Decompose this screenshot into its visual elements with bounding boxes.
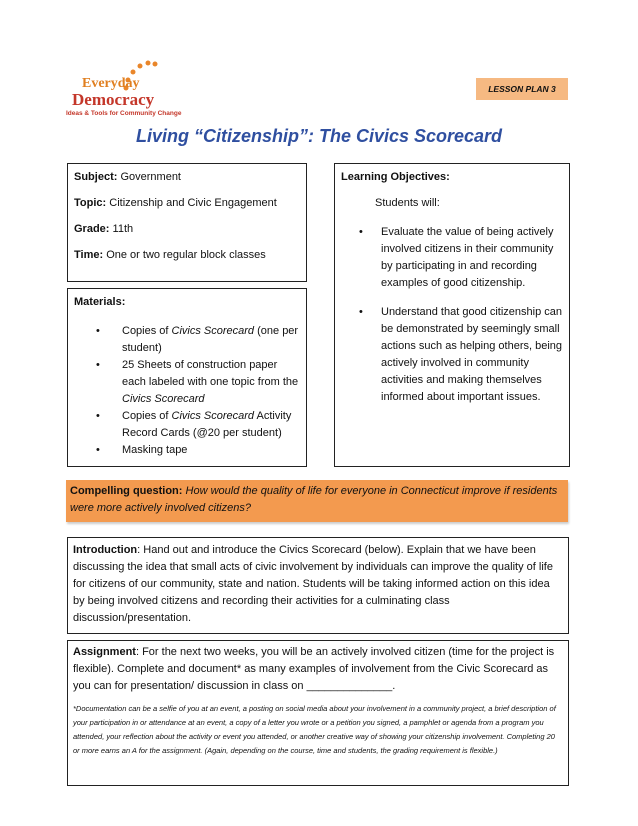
introduction-box: Introduction: Hand out and introduce the Civics Scorecard (below). Explain that we have been discussing the idea that small acts of civic involvement by individuals can improve the quality of life for citizens of our community, state and nation. Students will be taking informed action on this idea by being involved citizens and recording their activities for a culminating class discussion/presentation. [67,537,569,634]
page-title: Living “Citizenship”: The Civics Scorecard [135,126,503,146]
grade-line: Grade: 11th [74,223,134,235]
materials-box [67,288,307,467]
topic-line: Topic: Citizenship and Civic Engagement [74,197,277,209]
everyday-democracy-logo [62,58,182,124]
assignment-box [67,640,569,786]
assignment-footnote: *Documentation can be a selfie of you at an event, a posting on social media about your involvement in a community project, a brief description of your participation in or attendance at an event, a copy of a letter you wrote or a petition you signed, a pamphlet or agenda from a program you attended, your reflection about the activity or event you attended, or another creative way of showing your citizenship involvement. Completing 20 or more earns an A for the assignment. (Again, depending on the course, time and students, the grading requirement is flexible.) [73,704,556,755]
lesson-plan-badge: LESSON PLAN 3 [476,78,568,100]
list-item: • 25 Sheets of construction paper each labeled with one topic from the Civics Scorecard [122,357,300,408]
logo-line1: Everyday [82,76,140,91]
subject-box [67,163,307,282]
list-item: • Understand that good citizenship can be demonstrated by seemingly small actions such as helping others, being actively involved in community activities and making themselves informed about important issues. [381,304,563,406]
compelling-question: Compelling question: How would the quality of life for everyone in Connecticut improve if residents were more actively involved citizens? [66,480,568,522]
list-item: • Evaluate the value of being actively involved citizens in their community by participating in and recording examples of good citizenship. [381,224,563,292]
materials-list [74,323,300,459]
time-line: Time: One or two regular block classes [74,249,266,261]
list-item: • Masking tape [122,442,300,459]
logo-tagline: Ideas & Tools for Community Change [66,110,182,117]
logo-line2: Democracy [72,90,155,109]
objectives-list [341,224,563,406]
list-item: • Copies of Civics Scorecard (one per student) [122,323,300,357]
subject-line: Subject: Government [74,171,181,183]
objectives-box [334,163,570,467]
materials-heading: Materials: [74,296,126,308]
assignment-text: Assignment: For the next two weeks, you will be an actively involved citizen (time for the project is flexible). Complete and document* as many examples of involvement from the Civic Scorecard as you can for presentation/ discussion in class on ______________. [73,646,555,692]
objectives-heading: Learning Objectives: [341,171,450,183]
list-item: • Copies of Civics Scorecard Activity Record Cards (@20 per student) [122,408,300,442]
objectives-intro: Students will: [375,197,440,209]
